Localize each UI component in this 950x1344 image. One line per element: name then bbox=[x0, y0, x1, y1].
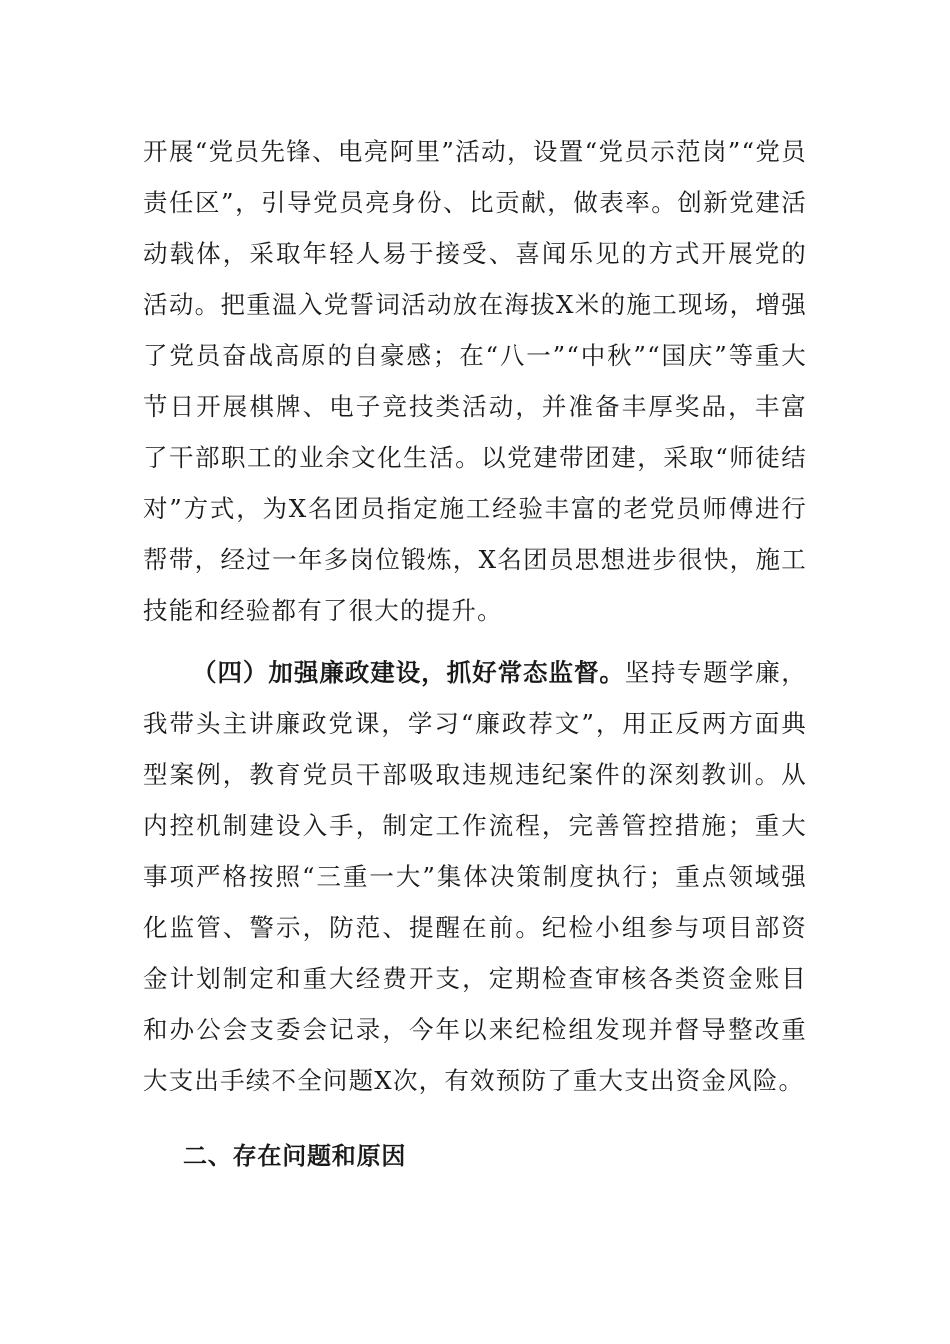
paragraph-section-four bbox=[143, 647, 807, 1106]
section-two-heading: 二、存在问题和原因 bbox=[183, 1142, 407, 1170]
document-body bbox=[143, 126, 807, 1182]
section-four-body: 坚持专题学廉，我带头主讲廉政党课，学习“廉政荐文”，用正反两方面典型案例，教育党员干部吸取违规违纪案件的深刻教训。从内控机制建设入手，制定工作流程，完善管控措施；重大事项严格按照“三重一大”集体决策制度执行；重点领域强化监管、警示，防范、提醒在前。纪检小组参与项目部资金计划制定和重大经费开支，定期检查审核各类资金账目和办公会支委会记录，今年以来纪检组发现并督导整改重大支出手续不全问题X次，有效预防了重大支出资金风险。 bbox=[143, 658, 807, 1095]
section-four-heading: （四）加强廉政建设，抓好常态监督。 bbox=[192, 658, 625, 687]
paragraph-party-activities: 开展“党员先锋、电亮阿里”活动，设置“党员示范岗”“党员责任区”，引导党员亮身份、比贡献，做表率。创新党建活动载体，采取年轻人易于接受、喜闻乐见的方式开展党的活动。把重温入党誓词活动放在海拔X米的施工现场，增强了党员奋战高原的自豪感；在“八一”“中秋”“国庆”等重大节日开展棋牌、电子竞技类活动，并准备丰厚奖品，丰富了干部职工的业余文化生活。以党建带团建，采取“师徒结对”方式，为X名团员指定施工经验丰富的老党员师傅进行帮带，经过一年多岗位锻炼，X名团员思想进步很快，施工技能和经验都有了很大的提升。 bbox=[143, 137, 807, 625]
